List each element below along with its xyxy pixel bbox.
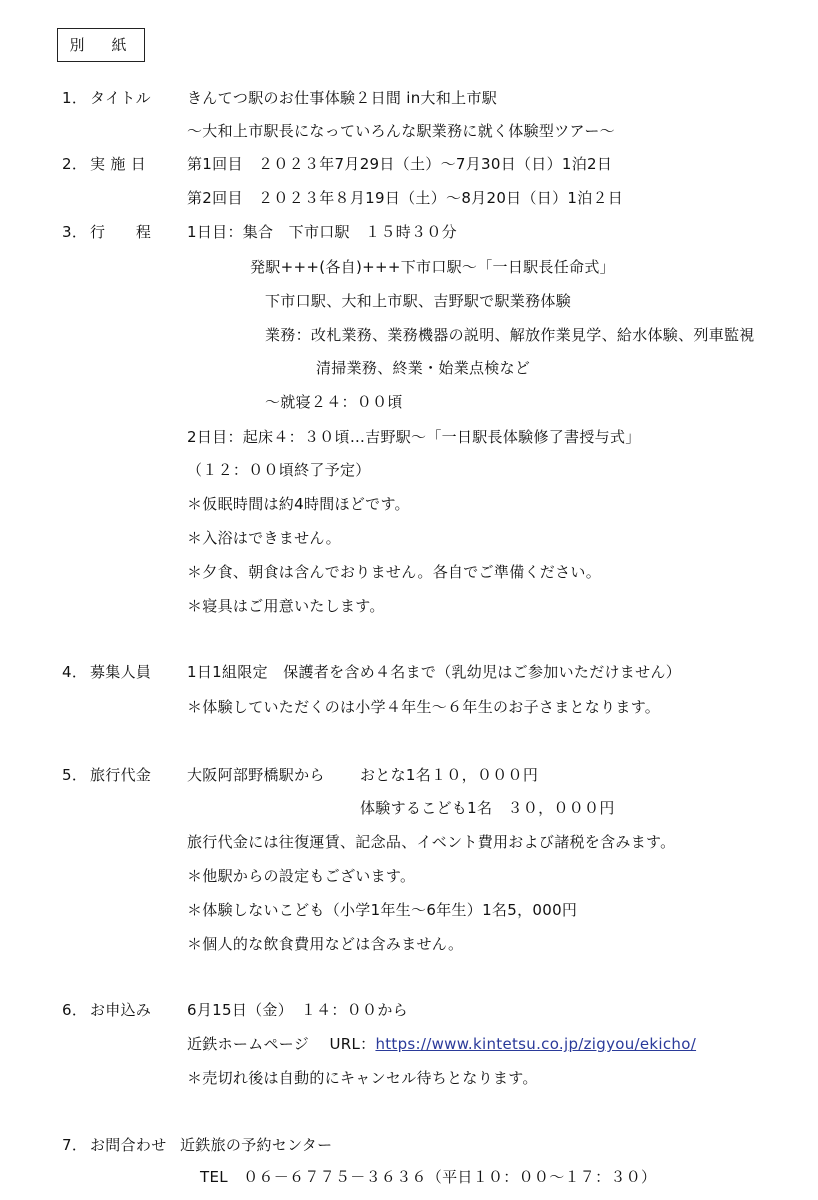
price-origin: 大阪阿部野橋駅から <box>187 766 325 784</box>
section-1-heading: タイトル <box>90 89 151 107</box>
itinerary-tasks-cont: 清掃業務、終業・始業点検など <box>316 359 531 377</box>
price-note-excluded: ＊個人的な飲食費用などは含みません。 <box>187 935 464 953</box>
note-sleep: ＊仮眠時間は約4時間ほどです。 <box>187 495 410 513</box>
section-6-heading: お申込み <box>90 1001 152 1019</box>
application-start: 6月15日（金） １４：００から <box>187 1001 408 1019</box>
title-line-2: ～大和上市駅長になっていろんな駅業務に就く体験型ツアー～ <box>187 122 615 140</box>
contact-phone: TEL ０６－６７７５－３６３６（平日１０：００～１７：３０） <box>200 1168 657 1186</box>
attachment-label: 別 紙 <box>57 28 145 62</box>
note-meals: ＊夕食、朝食は含んでおりません。各自でご準備ください。 <box>187 563 602 581</box>
price-child: 体験するこども1名 ３０，０００円 <box>360 799 615 817</box>
itinerary-bedtime: ～就寝２４：００頃 <box>265 393 403 411</box>
itinerary-day1: 1日目：集合 下市口駅 １５時３０分 <box>187 223 457 241</box>
note-bath: ＊入浴はできません。 <box>187 529 341 547</box>
itinerary-stations: 下市口駅、大和上市駅、吉野駅で駅業務体験 <box>265 292 572 310</box>
itinerary-end: （１２：００頃終了予定） <box>187 461 371 479</box>
section-2-heading: 実 施 日 <box>90 155 147 173</box>
application-web <box>187 1034 696 1054</box>
title-line-1: きんてつ駅のお仕事体験２日間 in大和上市駅 <box>187 89 498 107</box>
application-note: ＊売切れ後は自動的にキャンセル待ちとなります。 <box>187 1069 538 1087</box>
contact-center: 近鉄旅の予約センター <box>180 1136 333 1154</box>
price-note-other-stations: ＊他駅からの設定もございます。 <box>187 867 416 885</box>
section-3-number: 3． <box>62 223 88 241</box>
section-6-number: 6． <box>62 1001 88 1019</box>
section-4-heading: 募集人員 <box>90 663 152 681</box>
section-2-number: 2． <box>62 155 88 173</box>
section-4-number: 4． <box>62 663 88 681</box>
itinerary-departure: 発駅+++(各自)+++下市口駅～「一日駅長任命式」 <box>250 258 615 276</box>
capacity-line-1: 1日1組限定 保護者を含め４名まで（乳幼児はご参加いただけません） <box>187 663 681 681</box>
homepage-url-link[interactable]: https://www.kintetsu.co.jp/zigyou/ekicho/ <box>375 1035 697 1053</box>
homepage-label: 近鉄ホームページ URL： <box>187 1035 376 1053</box>
itinerary-tasks: 業務：改札業務、業務機器の説明、解放作業見学、給水体験、列車監視 <box>265 326 755 344</box>
itinerary-day2: 2日目：起床４：３０頃…吉野駅～「一日駅長体験修了書授与式」 <box>187 428 641 446</box>
date-line-2: 第2回目 ２０２３年８月19日（土）～8月20日（日）1泊２日 <box>187 189 624 207</box>
date-line-1: 第1回目 ２０２３年7月29日（土）～7月30日（日）1泊2日 <box>187 155 613 173</box>
price-adult: おとな1名１０，０００円 <box>360 766 539 784</box>
note-bedding: ＊寝具はご用意いたします。 <box>187 597 385 615</box>
section-7-heading: お問合わせ <box>90 1136 167 1154</box>
price-includes: 旅行代金には往復運賃、記念品、イベント費用および諸税を含みます。 <box>187 833 676 851</box>
section-3-heading: 行 程 <box>90 223 152 241</box>
price-note-non-participant: ＊体験しないこども（小学1年生～6年生）1名5，000円 <box>187 901 578 919</box>
section-5-heading: 旅行代金 <box>90 766 152 784</box>
section-5-number: 5． <box>62 766 88 784</box>
section-1-number: 1． <box>62 89 88 107</box>
capacity-line-2: ＊体験していただくのは小学４年生～６年生のお子さまとなります。 <box>187 698 661 716</box>
section-7-number: 7． <box>62 1136 88 1154</box>
